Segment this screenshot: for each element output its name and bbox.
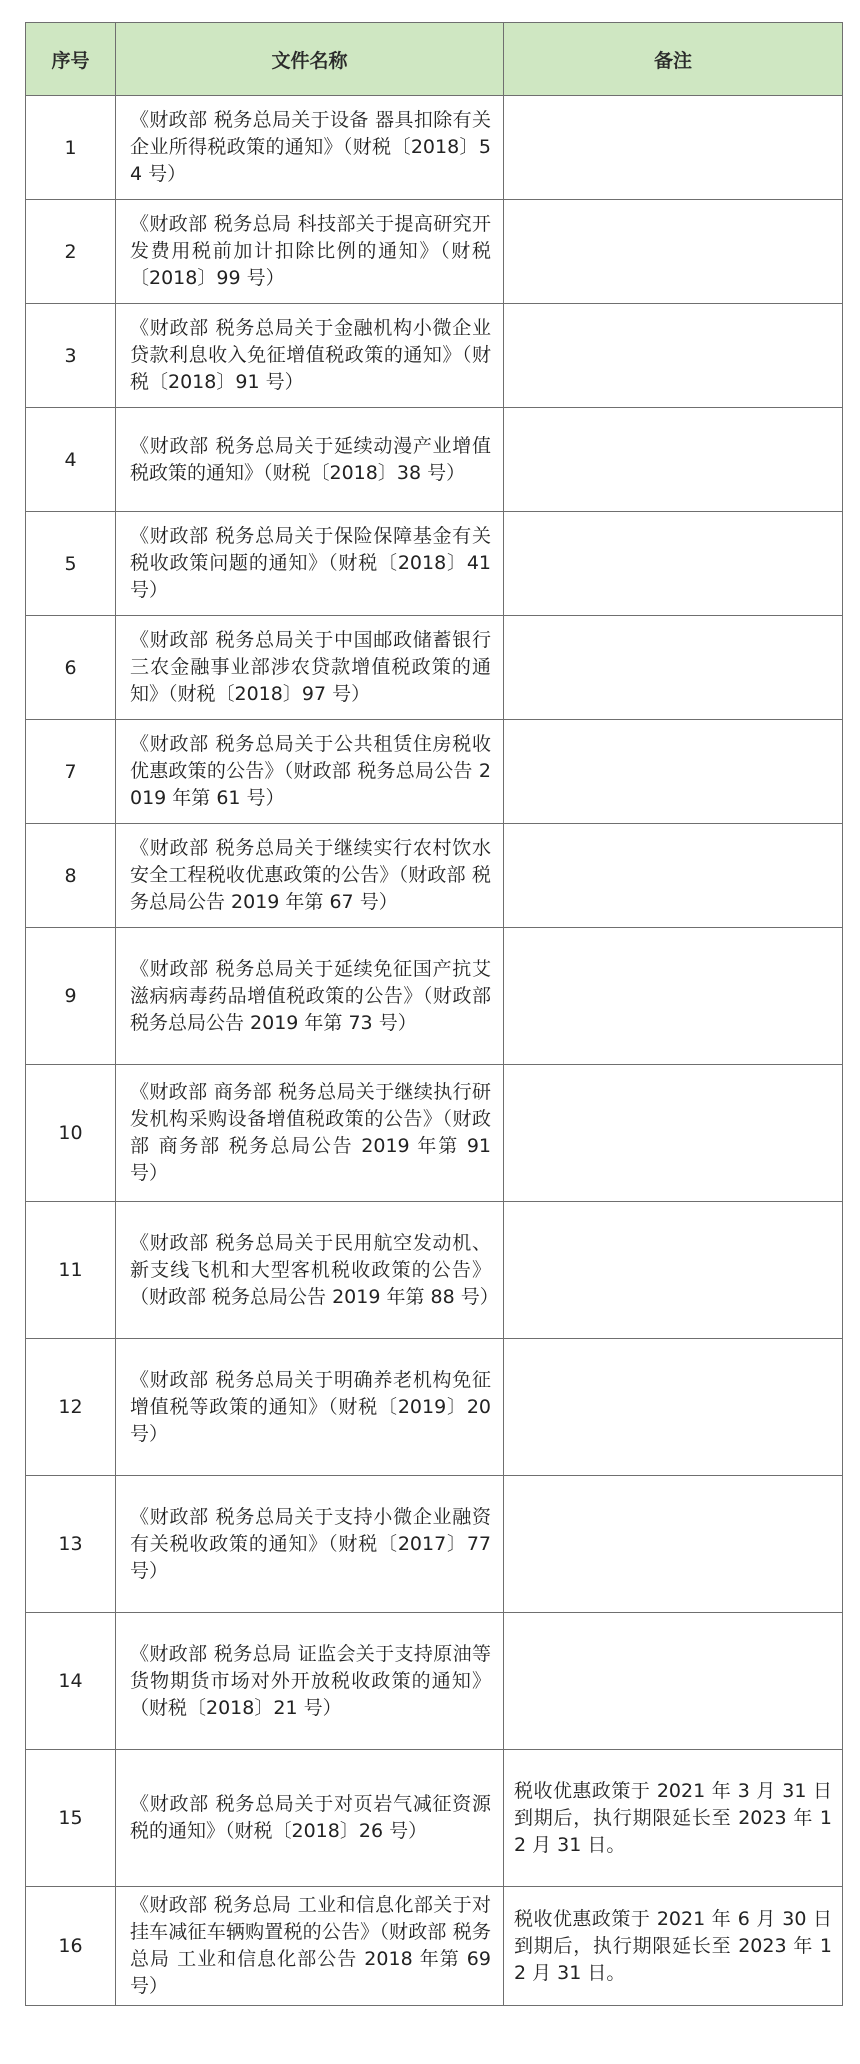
row-note bbox=[504, 1065, 843, 1202]
row-index: 4 bbox=[26, 408, 116, 512]
table-row bbox=[26, 1476, 843, 1613]
row-document: 《财政部 税务总局关于延续免征国产抗艾滋病病毒药品增值税政策的公告》（财政部 税务总局公告 2019 年第 73 号） bbox=[116, 928, 504, 1065]
row-note bbox=[504, 1202, 843, 1339]
row-index: 6 bbox=[26, 616, 116, 720]
table-row bbox=[26, 928, 843, 1065]
row-note bbox=[504, 616, 843, 720]
table-row bbox=[26, 96, 843, 200]
row-index: 1 bbox=[26, 96, 116, 200]
row-document: 《财政部 税务总局 证监会关于支持原油等货物期货市场对外开放税收政策的通知》（财税〔2018〕21 号） bbox=[116, 1613, 504, 1750]
table-row bbox=[26, 824, 843, 928]
row-index: 5 bbox=[26, 512, 116, 616]
row-document: 《财政部 税务总局 工业和信息化部关于对挂车减征车辆购置税的公告》（财政部 税务总局 工业和信息化部公告 2018 年第 69 号） bbox=[116, 1887, 504, 2006]
row-document: 《财政部 税务总局关于民用航空发动机、新支线飞机和大型客机税收政策的公告》（财政部 税务总局公告 2019 年第 88 号） bbox=[116, 1202, 504, 1339]
row-note bbox=[504, 200, 843, 304]
table-row bbox=[26, 1887, 843, 2006]
row-index: 3 bbox=[26, 304, 116, 408]
table-row bbox=[26, 512, 843, 616]
header-document: 文件名称 bbox=[116, 23, 504, 96]
policy-table-container bbox=[25, 22, 842, 2006]
table-row bbox=[26, 1339, 843, 1476]
table-row bbox=[26, 304, 843, 408]
row-index: 2 bbox=[26, 200, 116, 304]
row-index: 7 bbox=[26, 720, 116, 824]
row-index: 10 bbox=[26, 1065, 116, 1202]
row-index: 15 bbox=[26, 1750, 116, 1887]
row-index: 12 bbox=[26, 1339, 116, 1476]
row-note bbox=[504, 720, 843, 824]
row-document: 《财政部 税务总局关于支持小微企业融资有关税收政策的通知》（财税〔2017〕77 号） bbox=[116, 1476, 504, 1613]
header-note: 备注 bbox=[504, 23, 843, 96]
row-index: 16 bbox=[26, 1887, 116, 2006]
row-note bbox=[504, 96, 843, 200]
row-note bbox=[504, 408, 843, 512]
row-note bbox=[504, 1339, 843, 1476]
row-document: 《财政部 税务总局关于保险保障基金有关税收政策问题的通知》（财税〔2018〕41 号） bbox=[116, 512, 504, 616]
row-document: 《财政部 税务总局 科技部关于提高研究开发费用税前加计扣除比例的通知》（财税〔2018〕99 号） bbox=[116, 200, 504, 304]
row-note: 税收优惠政策于 2021 年 6 月 30 日到期后，执行期限延长至 2023 年 12 月 31 日。 bbox=[504, 1887, 843, 2006]
table-row bbox=[26, 200, 843, 304]
row-document: 《财政部 税务总局关于设备 器具扣除有关企业所得税政策的通知》（财税〔2018〕54 号） bbox=[116, 96, 504, 200]
table-row bbox=[26, 1202, 843, 1339]
row-document: 《财政部 税务总局关于对页岩气减征资源税的通知》（财税〔2018〕26 号） bbox=[116, 1750, 504, 1887]
row-document: 《财政部 税务总局关于明确养老机构免征增值税等政策的通知》（财税〔2019〕20 号） bbox=[116, 1339, 504, 1476]
row-index: 11 bbox=[26, 1202, 116, 1339]
row-note bbox=[504, 1613, 843, 1750]
row-note bbox=[504, 928, 843, 1065]
row-index: 13 bbox=[26, 1476, 116, 1613]
row-note bbox=[504, 1476, 843, 1613]
row-document: 《财政部 税务总局关于延续动漫产业增值税政策的通知》（财税〔2018〕38 号） bbox=[116, 408, 504, 512]
policy-table bbox=[25, 22, 843, 2006]
table-row bbox=[26, 1065, 843, 1202]
table-header bbox=[26, 23, 843, 96]
table-row bbox=[26, 1613, 843, 1750]
row-index: 9 bbox=[26, 928, 116, 1065]
row-note bbox=[504, 304, 843, 408]
table-row bbox=[26, 408, 843, 512]
row-note: 税收优惠政策于 2021 年 3 月 31 日到期后，执行期限延长至 2023 年 12 月 31 日。 bbox=[504, 1750, 843, 1887]
row-document: 《财政部 商务部 税务总局关于继续执行研发机构采购设备增值税政策的公告》（财政部 商务部 税务总局公告 2019 年第 91 号） bbox=[116, 1065, 504, 1202]
row-note bbox=[504, 512, 843, 616]
header-index: 序号 bbox=[26, 23, 116, 96]
table-row bbox=[26, 720, 843, 824]
row-index: 14 bbox=[26, 1613, 116, 1750]
row-document: 《财政部 税务总局关于继续实行农村饮水安全工程税收优惠政策的公告》（财政部 税务总局公告 2019 年第 67 号） bbox=[116, 824, 504, 928]
row-document: 《财政部 税务总局关于公共租赁住房税收优惠政策的公告》（财政部 税务总局公告 2019 年第 61 号） bbox=[116, 720, 504, 824]
row-document: 《财政部 税务总局关于中国邮政储蓄银行三农金融事业部涉农贷款增值税政策的通知》（财税〔2018〕97 号） bbox=[116, 616, 504, 720]
table-row bbox=[26, 1750, 843, 1887]
row-index: 8 bbox=[26, 824, 116, 928]
table-body bbox=[26, 96, 843, 2006]
header-row bbox=[26, 23, 843, 96]
table-row bbox=[26, 616, 843, 720]
row-note bbox=[504, 824, 843, 928]
row-document: 《财政部 税务总局关于金融机构小微企业贷款利息收入免征增值税政策的通知》（财税〔2018〕91 号） bbox=[116, 304, 504, 408]
